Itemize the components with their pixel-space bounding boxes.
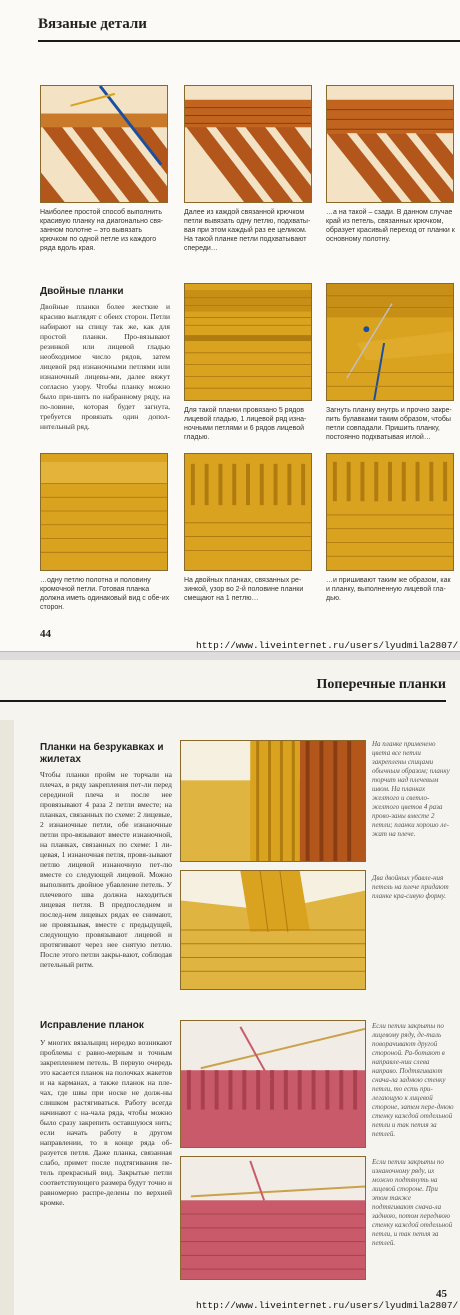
- page-header: Вязаные детали: [38, 16, 147, 32]
- source-url: http://www.liveinternet.ru/users/lyudmila2807/: [196, 1300, 459, 1311]
- photo-rib-sewn: [326, 453, 454, 571]
- caption-6: …одну петлю полотна и половину кромочной петли. Готовая планка должна иметь одинаковый вид с обе-их сторон.: [40, 577, 170, 611]
- photo-double-band-knit: [184, 283, 312, 401]
- page-44: [0, 0, 460, 652]
- section-title-double-bands: Двойные планки: [40, 286, 124, 297]
- photo-crochet-edge: [40, 85, 168, 203]
- caption-1: Наиболее простой способ выполнить красивую планку на диагонально свя-занном полотне – это вывязать крючком по одной петле из каждого ряда вдоль края.: [40, 209, 164, 252]
- photo-pickup-front: [184, 85, 312, 203]
- section-title-fixing: Исправление планок: [40, 1020, 144, 1031]
- note-3: Если петли закрыты по лицевому ряду, де-таль поворачивают другой стороной. Ра-ботают в направле-нии слева направо. Подтягивают снача-ла заднюю стенку петли, то есть при-легающую к лицевой стороне, затем пере-днюю стенку каждой отдельной петли и так петля за петлей.: [372, 1022, 454, 1138]
- caption-8: …и пришивают таким же образом, как и планку, выполненную лицевой гла-дью.: [326, 577, 451, 602]
- photo-finished-band: [40, 453, 168, 571]
- photo-double-band-pinned: [326, 283, 454, 401]
- caption-4: Для такой планки провязано 5 рядов лицевой гладью, 1 лицевой ряд изна-ночными петлями и 6 рядов лицевой гладью.: [184, 407, 307, 441]
- photo-pickup-back: [326, 85, 454, 203]
- source-url: http://www.liveinternet.ru/users/lyudmila2807/: [196, 640, 459, 651]
- caption-2: Далее из каждой связанной крючком петли вывязать одну петлю, подхваты-вая при этом каждый раз ее целиком. На такой планке петли подхватывают спереди…: [184, 209, 311, 252]
- caption-7: На двойных планках, связанных ре-зинкой, узор во 2-й половине планки смещают на 1 петлю…: [184, 577, 304, 602]
- caption-5: Загнуть планку внутрь и прочно закре-пить булавками таким образом, чтобы петли совпадали. Пришить планку, постоянно подхватывая иглой…: [326, 407, 452, 441]
- page-margin-band: [0, 720, 14, 1315]
- page-45: [0, 660, 460, 1315]
- photo-double-decrease: [180, 870, 366, 990]
- photo-rib-shifted: [184, 453, 312, 571]
- note-2: Два двойных убавле-ния петель на плече придают планке кра-сивую форму.: [372, 874, 449, 900]
- page-number: 44: [40, 628, 51, 640]
- page-header: Поперечные планки: [316, 677, 446, 692]
- header-rule: [38, 40, 460, 42]
- photo-vest-shoulder-bands: [180, 740, 366, 862]
- caption-3: …а на такой – сзади. В данном случае край из петель, связанных крючком, образует красивый переход от планки к основному полотну.: [326, 209, 455, 243]
- body-text-vests: Чтобы планки пройм не торчали на плечах, в ряду закрепления пет-ли перед серединой плеча и после нее провязывают 4 раза 2 петли вместе; на планках, связанных по схеме: 2 лицевые, 2 изнаночные петли, обе изнаночные петли про-вязывают вместе изнаночной, на планках, связанных по схеме: 1 ли-цевая, 1 изнаночная петля, провя-зывают петлю лицевой изнаночную пет-лю вместе со следующей лицевой. Можно выполнить двойное убавление петель. У плечевого шва должна находиться лицевая петля. В предпоследнем и послед-нем лицевых рядах ее снимают, не провязывая, вместе с предыдущей, следующую провязывают лицевой и протягивают через нее снятую петлю. После этого петли закры-вают, соблюдая петельный ритм.: [40, 770, 172, 969]
- photo-tighten-knit-row: [180, 1020, 366, 1148]
- photo-tighten-purl-row: [180, 1156, 366, 1280]
- page-gap: [0, 652, 460, 660]
- note-1: На планке применено цвета все петли закреплены спицами обычным образом; планку торчит над плечевым швом. На планках желтого и светло-желтого цветов 4 раза прово-заны вместе 2 петли; планки хорошо ле-жат на плече.: [372, 740, 450, 838]
- header-rule: [0, 700, 446, 702]
- body-text-double-bands: Двойные планки более жесткие и красиво выглядят с обеих сторон. Петли набирают на спицу так же, как для простой планки. Про-вязывают резинкой или лицевой гладью необходимое число рядов, затем лицевой ряд изнаночными петлями или изнаночный лицевы-ми, далее вяжут согласно узору. Чтобы планку можно было при-шить по набранному ряду, на по-ловине, которая будет загнута, требуется провязать один допол-нительный ряд.: [40, 302, 170, 431]
- body-text-fixing: У многих вязальщиц нередко возникают проблемы с равно-мерным и точным закреплением петель. В первую очередь это касается планок на полочках жакетов и на карманах, а также планок на пле-чах, где швы при носке не долж-ны слишком растягиваться. Работу всегда начинают с на-чала ряда, чтобы можно было сразу закрепить оставшуюся нить; если начать работу в другом направлении, то в конце ряда об-разуется петля. Даже планка, связанная слабо, примет после подтягивания пе-тель прекрасный вид. Закрытые петли соответствующего размера будут точно и равномерно распре-делены по верхней кромке.: [40, 1038, 172, 1207]
- section-title-vests: Планки на безрукавках и жилетах: [40, 742, 164, 765]
- note-4: Если петли закрыты по изнаночному ряду, их можно подтянуть на лицевой стороне. При этом также подтягивают снача-ла заднюю, потом переднюю стенку каждой отдельной петли, и так петля за петлей.: [372, 1158, 453, 1247]
- page-number: 45: [436, 1288, 447, 1300]
